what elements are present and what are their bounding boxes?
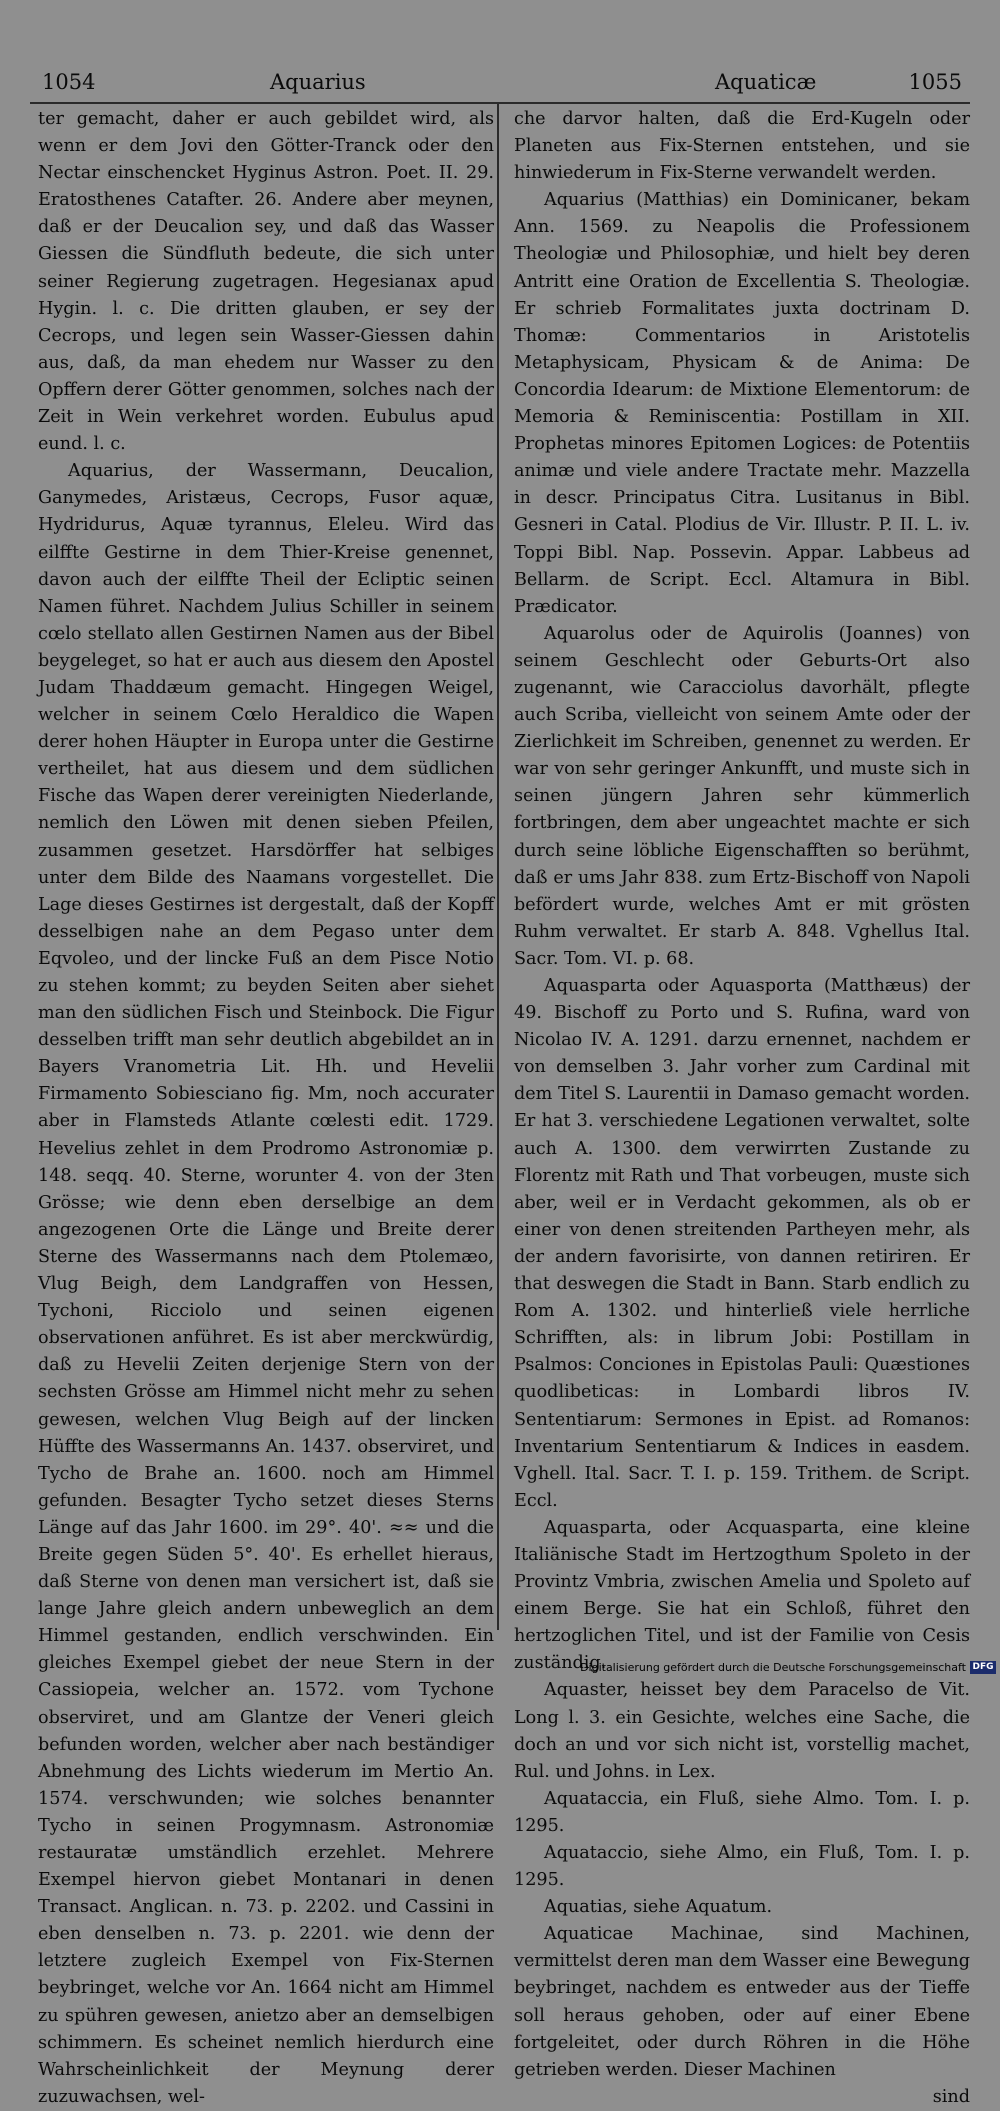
paragraph: Aquaticae Machinae, sind Machinen, vermittelst deren man dem Wasser eine Bewegung beybringet, nachdem es entweder aus der Tieffe soll heraus gehoben, oder auf einer Ebene fortgeleitet, oder durch Röhren in die Höhe getrieben werden. Dieser Machinen — [514, 1924, 970, 2080]
column-divider — [497, 104, 499, 1630]
paragraph: Aquasparta oder Aquasporta (Matthæus) der 49. Bischoff zu Porto und S. Rufina, ward von Nicolao IV. A. 1291. darzu ernennet, nachdem er von demselben 3. Jahr vorher zum Cardinal mit dem Titel S. Laurentii in Damaso gemacht worden. Er hat 3. verschiedene Legationen verwaltet, solte auch A. 1300. dem verwirrten Zustande zu Florentz mit Rath und That vorbeugen, muste sich aber, weil er in Verdacht gekommen, als ob er einer von denen streitenden Partheyen mehr, als der andern favorisirte, von dannen retiriren. Er that deswegen die Stadt in Bann. Starb endlich zu Rom A. 1302. und hinterließ viele herrliche Schrifften, als: in librum Jobi: Postillam in Psalmos: Conciones in Epistolas Pauli: Quæstiones quodlibeticas: in Lombardi libros IV. Sententiarum: Sermones in Epist. ad Romanos: Inventarium Sententiarum & Indices in easdem. Vghell. Ital. Sacr. T. I. p. 159. Trithem. de Script. Eccl. — [514, 976, 970, 1511]
dfg-logo: DFG — [970, 1661, 996, 1674]
paragraph: Aquarius, der Wassermann, Deucalion, Ganymedes, Aristæus, Cecrops, Fusor aquæ, Hydridurus, Aquæ tyrannus, Eleleu. Wird das eilffte Gestirne in dem Thier-Kreise genennet, davon auch der eilffte Theil der Ecliptic seinen Namen führet. Nachdem Julius Schiller in seinem cœlo stellato allen Gestirnen Namen aus der Bibel beygeleget, so hat er auch aus diesem den Apostel Judam Thaddæum gemacht. Hingegen Weigel, welcher in seinem Cœlo Heraldico die Wapen derer hohen Häupter in Europa unter die Gestirne vertheilet, hat aus diesem und dem südlichen Fische das Wapen derer vereinigten Niederlande, nemlich den Löwen mit denen sieben Pfeilen, zusammen gesetzet. Harsdörffer hat selbiges unter dem Bilde des Naamans vorgestellet. Die Lage dieses Gestirnes ist dergestalt, daß der Kopff desselbigen nahe an dem Pegaso unter dem Eqvoleo, und der lincke Fuß an dem Pisce Notio zu stehen kommt; zu beyden Seiten aber siehet man den südlichen Fisch und Steinbock. Die Figur desselben trifft man sehr deutlich abgebildet an in Bayers Vranometria Lit. Hh. und Hevelii Firmamento Sobiesciano fig. Mm, noch accurater aber in Flamsteds Atlante cœlesti edit. 1729. Hevelius zehlet in dem Prodromo Astronomiæ p. 148. seqq. 40. Sterne, worunter 4. von der 3ten Grösse; wie denn eben derselbige an dem angezogenen Orte die Länge und Breite derer Sterne des Wassermanns nach dem Ptolemæo, Vlug Beigh, dem Landgraffen von Hessen, Tychoni, Ricciolo und seinen eigenen observationen anführet. Es ist aber merckwürdig, daß zu Hevelii Zeiten derjenige Stern von der sechsten Grösse am Himmel nicht mehr zu sehen gewesen, welchen Vlug Beigh auf der lincken Hüffte des Wassermanns An. 1437. observiret, und Tycho de Brahe an. 1600. noch am Himmel gefunden. Besagter Tycho setzet dieses Sterns Länge auf das Jahr 1600. im 29°. 40'. ≈≈ und die Breite gegen Süden 5°. 40'. Es erhellet hieraus, daß Sterne von denen man versichert ist, daß sie lange Jahre gleich andern unbeweglich an dem Himmel gestanden, endlich verschwinden. Ein gleiches Exempel giebet der neue Stern in der Cassiopeia, welcher an. 1572. vom Tychone observiret, und am Glantze der Veneri gleich befunden worden, welcher aber nach beständiger Abnehmung des Lichts wiederum im Mertio An. 1574. verschwunden; wie solches benannter Tycho in seinen Progymnasm. Astronomiæ restauratæ umständlich erzehlet. Mehrere Exempel hiervon giebet Montanari in denen Transact. Anglican. n. 73. p. 2202. und Cassini in eben denselben n. 73. p. 2201. wie denn der letztere zugleich Exempel von Fix-Sternen beybringet, welche vor An. 1664 nicht am Himmel zu spühren gewesen, anietzo aber an demselbigen schimmern. Es scheinet nemlich hierdurch eine Wahrscheinlichkeit der Meynung derer zuzuwachsen, wel- — [38, 461, 494, 2107]
right-running-title: Aquaticæ — [715, 70, 817, 94]
paragraph: Aquarius (Matthias) ein Dominicaner, bekam Ann. 1569. zu Neapolis die Professionem Theologiæ und Philosophiæ, und hielt bey deren Antritt eine Oration de Excellentia S. Theologiæ. Er schrieb Formalitates juxta doctrinam D. Thomæ: Commentarios in Aristotelis Metaphysicam, Physicam & de Anima: De Concordia Idearum: de Mixtione Elementorum: de Memoria & Reminiscentia: Postillam in XII. Prophetas minores Epitomen Logices: de Potentiis animæ und viele andere Tractate mehr. Mazzella in descr. Principatus Citra. Lusitanus in Bibl. Gesneri in Catal. Plodius de Vir. Illustr. P. II. L. iv. Toppi Bibl. Nap. Possevin. Appar. Labbeus ad Bellarm. de Script. Eccl. Altamura in Bibl. Prædicator. — [514, 190, 970, 617]
catchword: sind — [932, 2086, 970, 2107]
footer-credit-text: Digitalisierung gefördert durch die Deutsche Forschungsgemeinschaft — [580, 1660, 966, 1674]
left-column — [38, 106, 494, 2111]
left-running-title: Aquarius — [270, 70, 366, 94]
page-header — [30, 64, 970, 98]
left-page-number: 1054 — [42, 70, 96, 94]
paragraph: Aquataccia, ein Fluß, siehe Almo. Tom. I. p. 1295. — [514, 1788, 970, 1836]
paragraph: Aquaster, heisset bey dem Paracelso de Vit. Long l. 3. ein Gesichte, welches eine Sache, die doch an und vor sich nicht ist, vorstellig machet, Rul. und Johns. in Lex. — [514, 1680, 970, 1782]
right-column — [514, 106, 970, 2111]
paragraph: Aquasparta, oder Acquasparta, eine kleine Italiänische Stadt im Hertzogthum Spoleto in der Provintz Vmbria, zwischen Amelia und Spoleto auf einem Berge. Sie hat ein Schloß, führet den hertzoglichen Titel, und ist der Familie von Cesis zuständig. — [514, 1517, 970, 1674]
right-page-number: 1055 — [908, 70, 962, 94]
header-rule — [30, 102, 970, 104]
paragraph: Aquarolus oder de Aquirolis (Joannes) von seinem Geschlecht oder Geburts-Ort also zugenannt, wie Caracciolus davorhält, pflegte auch Scriba, vielleicht von seinem Amte oder der Zierlichkeit im Schreiben, genennet zu werden. Er war von sehr geringer Ankunfft, und muste sich in seinen jüngern Jahren sehr kümmerlich fortbringen, dem aber ungeachtet machte er sich durch seine löbliche Eigenschafften so berühmt, daß er ums Jahr 838. zum Ertz-Bischoff von Napoli befördert wurde, welches Amt er mit grösten Ruhm verwaltet. Er starb A. 848. Vghellus Ital. Sacr. Tom. VI. p. 68. — [514, 623, 970, 969]
paragraph: ter gemacht, daher er auch gebildet wird, als wenn er dem Jovi den Götter-Tranck oder den Nectar einschencket Hyginus Astron. Poet. II. 29. Eratosthenes Catafter. 26. Andere aber meynen, daß er der Deucalion sey, und daß das Wasser Giessen die Sündfluth bedeute, die sich unter seiner Regierung zugetragen. Hegesianax apud Hygin. l. c. Die dritten glauben, er sey der Cecrops, und legen sein Wasser-Giessen dahin aus, daß, da man ehedem nur Wasser zu den Opffern derer Götter genommen, solches nach der Zeit in Wein verkehret worden. Eubulus apud eund. l. c. — [38, 109, 494, 455]
paragraph: Aquatias, siehe Aquatum. — [544, 1897, 773, 1918]
paragraph: che darvor halten, daß die Erd-Kugeln oder Planeten aus Fix-Sternen entstehen, und sie hinwiederum in Fix-Sterne verwandelt werden. — [514, 109, 970, 184]
paragraph: Aquataccio, siehe Almo, ein Fluß, Tom. I. p. 1295. — [514, 1843, 970, 1891]
footer-credit — [580, 1656, 996, 1678]
